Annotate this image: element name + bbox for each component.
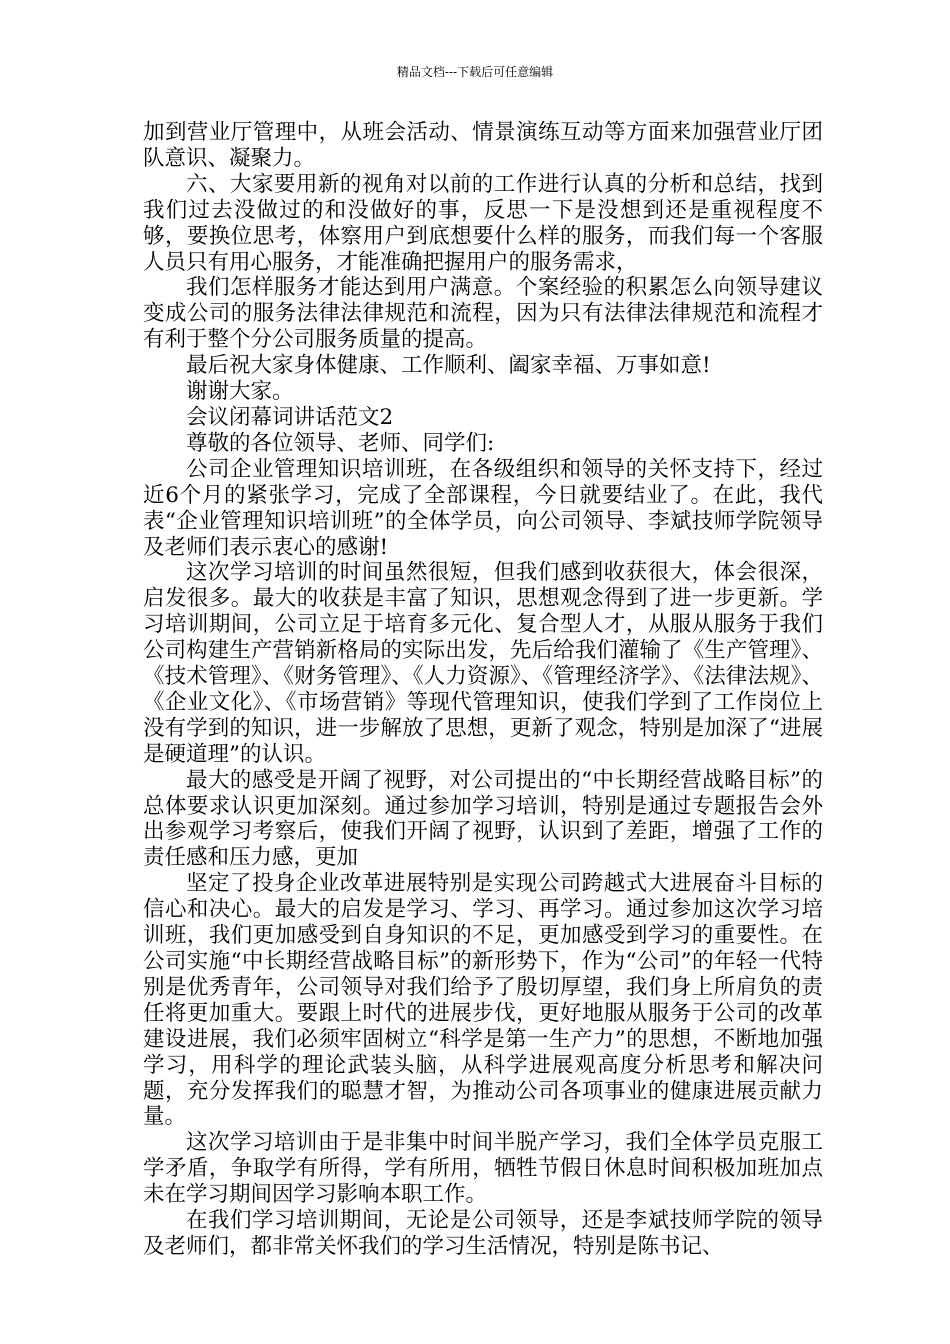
paragraph: 在我们学习培训期间，无论是公司领导，还是李斌技师学院的领导及老师们，都非常关怀我们的学习生活情况，特别是陈书记、: [143, 1208, 823, 1259]
paragraph: 六、大家要用新的视角对以前的工作进行认真的分析和总结，找到我们过去没做过的和没做好的事，反思一下是没想到还是重视程度不够，要换位思考，体察用户到底想要什么样的服务，而我们每一个客服人员只有用心服务，才能准确把握用户的服务需求，: [143, 171, 823, 275]
section-title: 会议闭幕词讲话范文2: [186, 404, 394, 430]
paragraph: 这次学习培训的时间虽然很短，但我们感到收获很大，体会很深，启发很多。最大的收获是丰富了知识，思想观念得到了进一步更新。学习培训期间，公司立足于培育多元化、复合型人才，从服从服务于我们公司构建生产营销新格局的实际出发，先后给我们灌输了《生产管理》、《技术管理》、《财务管理》、《人力资源》、《管理经济学》、《法律法规》、《企业文化》、《市场营销》等现代管理知识，使我们学到了工作岗位上没有学到的知识，进一步解放了思想，更新了观念，特别是加深了“进展是硬道理”的认识。: [143, 560, 823, 767]
paragraph: 加到营业厅管理中，从班会活动、情景演练互动等方面来加强营业厅团队意识、凝聚力。: [143, 120, 823, 171]
paragraph: 谢谢大家。: [186, 379, 294, 405]
paragraph: 这次学习培训由于是非集中时间半脱产学习，我们全体学员克服工学矛盾，争取学有所得，学有所用，牺牲节假日休息时间积极加班加点未在学习期间因学习影响本职工作。: [143, 1130, 823, 1208]
page-header: 精品文档---下载后可任意编辑: [396, 65, 554, 79]
paragraph: 最大的感受是开阔了视野，对公司提出的“中长期经营战略目标”的总体要求认识更加深刻。通过参加学习培训，特别是通过专题报告会外出参观学习考察后，使我们开阔了视野，认识到了差距，增强了工作的责任感和压力感，更加: [143, 767, 823, 871]
salutation: 尊敬的各位领导、老师、同学们:: [186, 430, 495, 456]
paragraph: 我们怎样服务才能达到用户满意。个案经验的积累怎么向领导建议变成公司的服务法律法律规范和流程，因为只有法律法律规范和流程才有利于整个分公司服务质量的提高。: [143, 275, 823, 353]
paragraph: 最后祝大家身体健康、工作顺利、阖家幸福、万事如意!: [186, 353, 711, 379]
paragraph: 公司企业管理知识培训班，在各级组织和领导的关怀支持下，经过近6个月的紧张学习，完成了全部课程，今日就要结业了。在此，我代表“企业管理知识培训班”的全体学员，向公司领导、李斌技师学院领导及老师们表示衷心的感谢!: [143, 456, 823, 560]
paragraph: 坚定了投身企业改革进展特别是实现公司跨越式大进展奋斗目标的信心和决心。最大的启发是学习、学习、再学习。通过参加这次学习培训班，我们更加感受到自身知识的不足，更加感受到学习的重要性。在公司实施“中长期经营战略目标”的新形势下，作为“公司”的年轻一代特别是优秀青年，公司领导对我们给予了殷切厚望，我们身上所肩负的责任将更加重大。要跟上时代的进展步伐，更好地服从服务于公司的改革建设进展，我们必须牢固树立“科学是第一生产力”的思想，不断地加强学习，用科学的理论武装头脑，从科学进展观高度分析思考和解决问题，充分发挥我们的聪慧才智，为推动公司各项事业的健康进展贡献力量。: [143, 871, 823, 1130]
document-body: [143, 120, 823, 1260]
